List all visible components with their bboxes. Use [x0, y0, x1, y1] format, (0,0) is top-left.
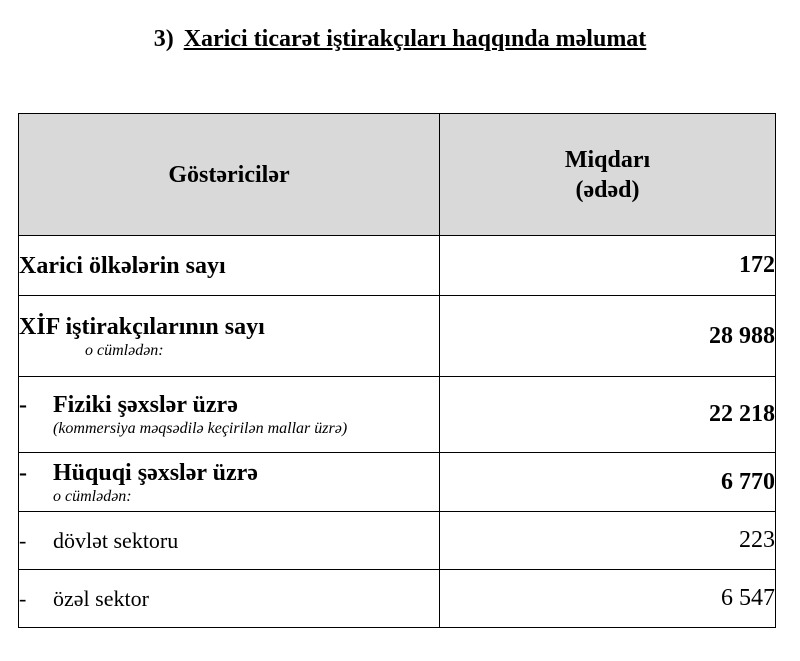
- row-label: Xarici ölkələrin sayı: [19, 252, 226, 279]
- table-row-legal-entities: [19, 453, 776, 512]
- row-sublabel: (kommersiya məqsədilə keçirilən mallar üzrə): [53, 420, 348, 437]
- row-value: 6 770: [440, 453, 776, 512]
- row-label-line: [19, 528, 439, 554]
- table-row-participants: [19, 296, 776, 377]
- row-label-line: [19, 459, 439, 487]
- row-label-cell: [19, 296, 440, 377]
- header-indicators-label: Göstəricilər: [168, 161, 290, 188]
- header-indicators: [19, 114, 440, 236]
- row-label: Hüquqi şəxslər üzrə: [53, 459, 258, 486]
- row-label-cell: [19, 453, 440, 512]
- bullet-dash: -: [19, 585, 27, 611]
- row-value: 28 988: [440, 296, 776, 377]
- header-amount-label: Miqdarı: [564, 146, 651, 173]
- row-label-cell: [19, 570, 440, 628]
- header-amount: [440, 114, 776, 236]
- row-label-line: [19, 586, 439, 612]
- table-row-private-sector: [19, 570, 776, 628]
- bullet-dash: -: [19, 459, 27, 486]
- participants-table: [18, 113, 776, 628]
- row-label-cell: [19, 236, 440, 296]
- bullet-dash: -: [19, 527, 27, 553]
- table-row-physical-persons: [19, 377, 776, 453]
- table-row-countries: [19, 236, 776, 296]
- row-label: dövlət sektoru: [53, 527, 179, 553]
- row-label: XİF iştirakçılarının sayı: [19, 313, 265, 340]
- row-sublabel: o cümlədən:: [85, 341, 164, 359]
- row-label-line: [19, 391, 439, 419]
- row-value: 6 547: [440, 570, 776, 628]
- header-unit-label: (ədəd): [575, 176, 640, 203]
- bullet-dash: -: [19, 392, 27, 418]
- page-title: [0, 26, 800, 53]
- table-header-row: [19, 114, 776, 236]
- row-label-cell: [19, 512, 440, 570]
- row-value: 223: [440, 512, 776, 570]
- row-value: 172: [440, 236, 776, 296]
- row-label: Fiziki şəxslər üzrə: [53, 392, 238, 418]
- table-row-state-sector: [19, 512, 776, 570]
- title-number: 3): [153, 26, 174, 52]
- row-label: özəl sektor: [53, 585, 149, 611]
- row-sublabel: o cümlədən:: [53, 487, 132, 505]
- row-label-cell: [19, 377, 440, 453]
- row-value: 22 218: [440, 377, 776, 453]
- title-text: Xarici ticarət iştirakçıları haqqında məlumat: [183, 26, 647, 52]
